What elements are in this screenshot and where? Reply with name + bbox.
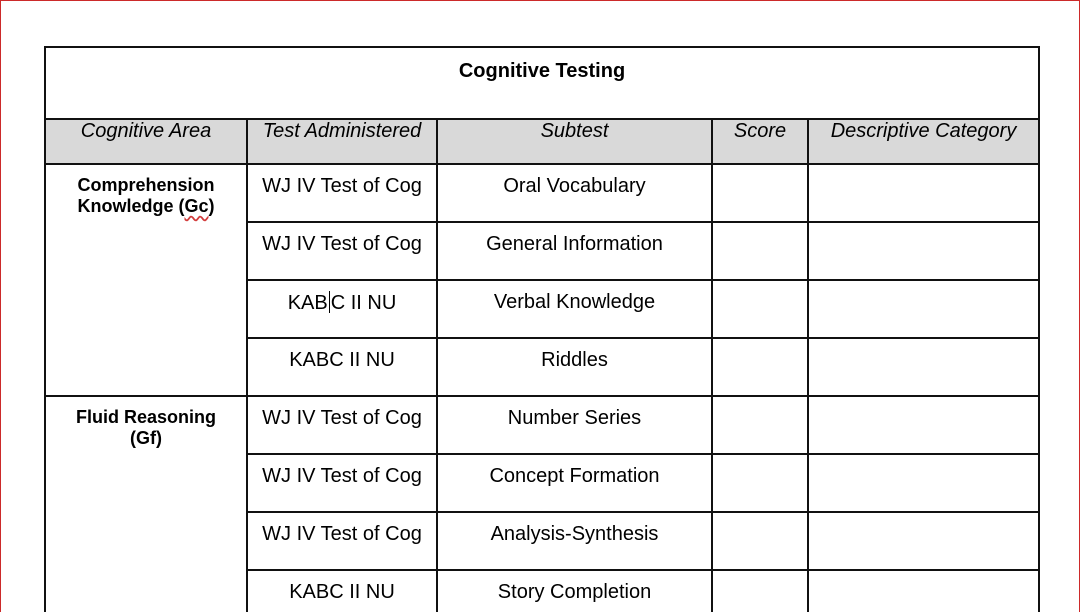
category-cell[interactable] <box>808 164 1039 222</box>
category-cell[interactable] <box>808 570 1039 612</box>
score-cell[interactable] <box>712 454 808 512</box>
score-cell[interactable] <box>712 512 808 570</box>
table-row <box>45 396 1039 454</box>
subtest-cell[interactable]: Verbal Knowledge <box>437 280 712 338</box>
score-cell[interactable] <box>712 280 808 338</box>
test-cell[interactable]: WJ IV Test of Cog <box>247 512 437 570</box>
table-title-row <box>45 47 1039 119</box>
test-cell[interactable]: KABC II NU <box>247 338 437 396</box>
cognitive-area-gc[interactable] <box>45 164 247 396</box>
score-cell[interactable] <box>712 570 808 612</box>
header-test-administered[interactable]: Test Administered <box>247 119 437 164</box>
area-name-line2: (Gf) <box>130 428 162 448</box>
area-name-line1: Comprehension <box>77 175 215 195</box>
test-cell[interactable]: WJ IV Test of Cog <box>247 222 437 280</box>
test-text-before-caret: KAB <box>287 292 328 314</box>
header-descriptive-category[interactable]: Descriptive Category <box>808 119 1039 164</box>
subtest-cell[interactable]: General Information <box>437 222 712 280</box>
category-cell[interactable] <box>808 512 1039 570</box>
test-text-after-caret: C II NU <box>330 292 397 314</box>
category-cell[interactable] <box>808 222 1039 280</box>
area-name-line2-suffix: ) <box>208 196 215 216</box>
category-cell[interactable] <box>808 338 1039 396</box>
cognitive-testing-table <box>44 46 1040 612</box>
header-score[interactable]: Score <box>712 119 808 164</box>
score-cell[interactable] <box>712 338 808 396</box>
score-cell[interactable] <box>712 396 808 454</box>
area-name-line2-prefix: Knowledge ( <box>77 196 185 216</box>
table-row <box>45 164 1039 222</box>
cognitive-area-gf[interactable] <box>45 396 247 612</box>
subtest-cell[interactable]: Analysis-Synthesis <box>437 512 712 570</box>
subtest-cell[interactable]: Number Series <box>437 396 712 454</box>
score-cell[interactable] <box>712 164 808 222</box>
test-cell[interactable]: WJ IV Test of Cog <box>247 396 437 454</box>
text-cursor <box>329 291 330 313</box>
subtest-cell[interactable]: Oral Vocabulary <box>437 164 712 222</box>
test-cell[interactable]: KABC II NU <box>247 570 437 612</box>
test-cell[interactable]: WJ IV Test of Cog <box>247 454 437 512</box>
table-title[interactable]: Cognitive Testing <box>45 47 1039 119</box>
test-cell[interactable] <box>247 280 437 338</box>
header-row <box>45 119 1039 164</box>
subtest-cell[interactable]: Story Completion <box>437 570 712 612</box>
category-cell[interactable] <box>808 454 1039 512</box>
subtest-cell[interactable]: Riddles <box>437 338 712 396</box>
test-cell[interactable]: WJ IV Test of Cog <box>247 164 437 222</box>
area-name-line1: Fluid Reasoning <box>75 407 216 427</box>
category-cell[interactable] <box>808 396 1039 454</box>
spellcheck-underlined-word: Gc <box>184 196 209 216</box>
score-cell[interactable] <box>712 222 808 280</box>
header-cognitive-area[interactable]: Cognitive Area <box>45 119 247 164</box>
subtest-cell[interactable]: Concept Formation <box>437 454 712 512</box>
header-subtest[interactable]: Subtest <box>437 119 712 164</box>
category-cell[interactable] <box>808 280 1039 338</box>
